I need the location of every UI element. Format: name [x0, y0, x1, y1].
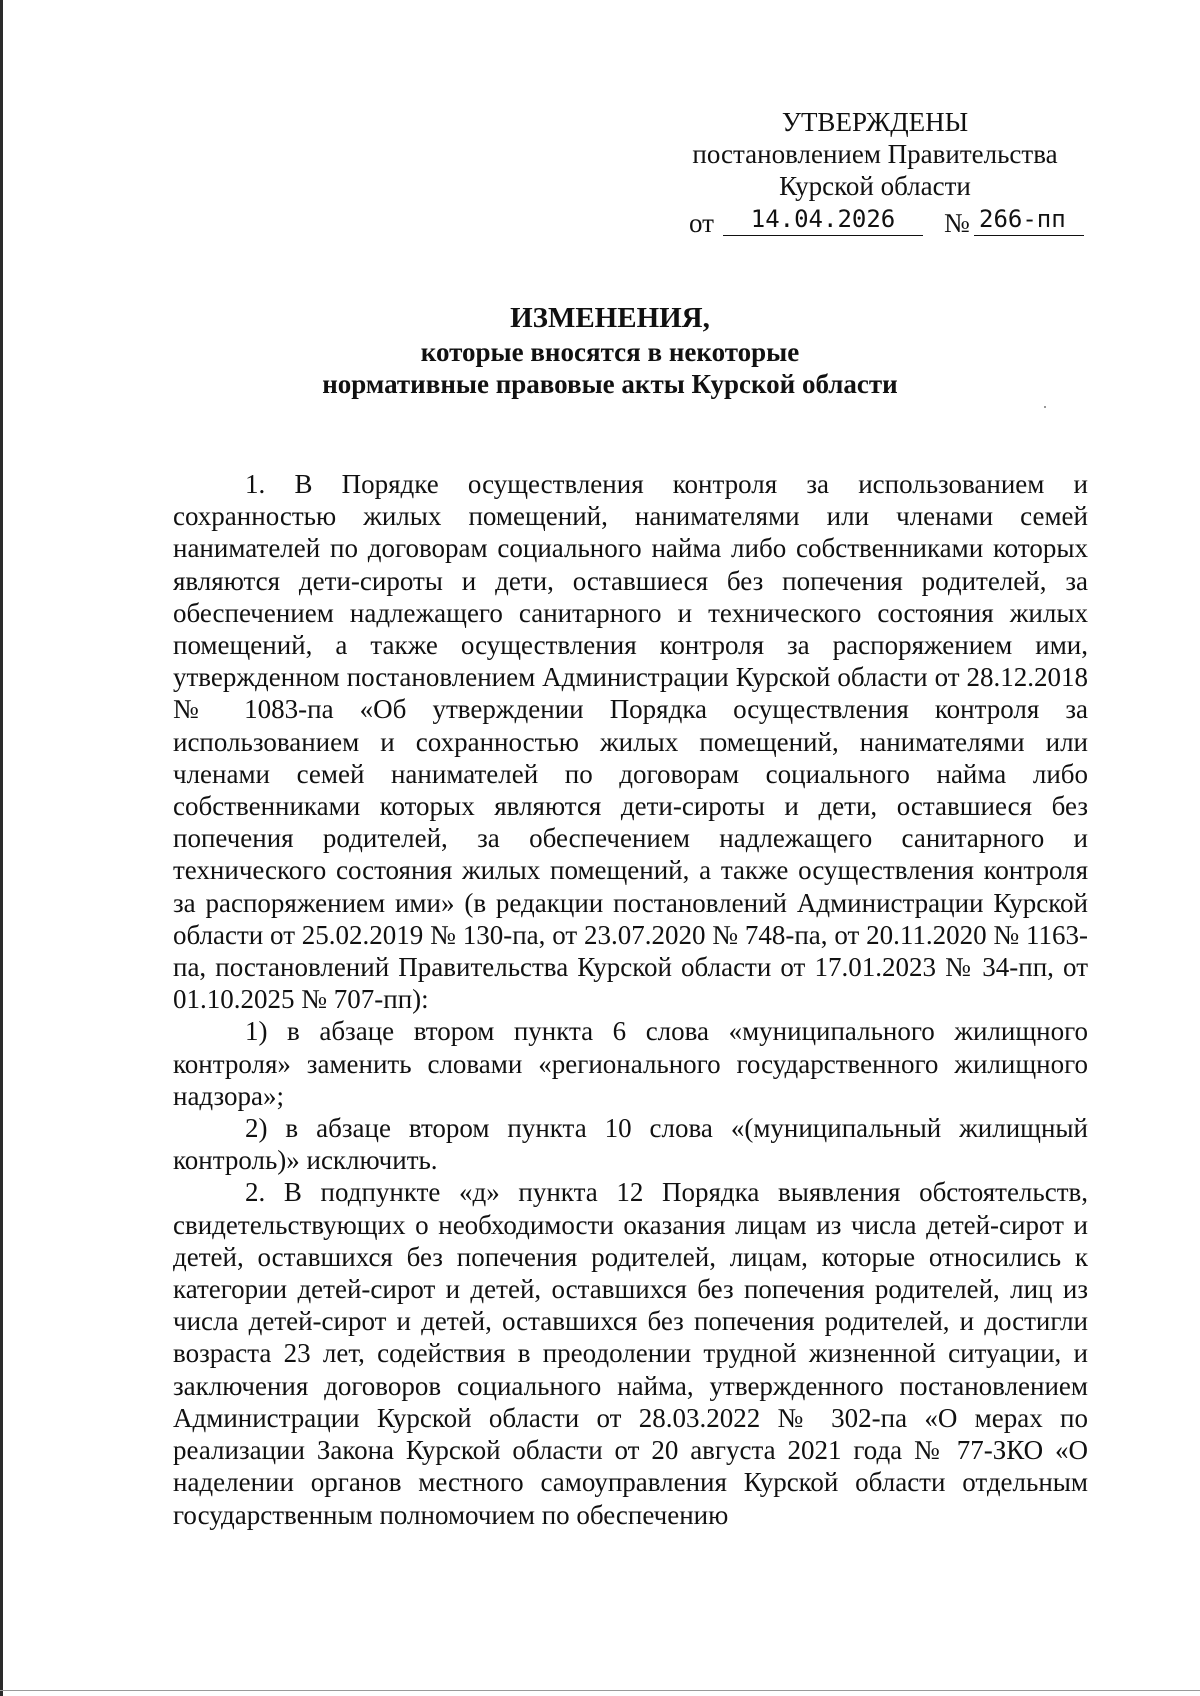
- from-label: от: [689, 208, 714, 238]
- paragraph-1-item-1: 1) в абзаце втором пункта 6 слова «муниципального жилищного контроля» заменить словами «регионального государственного жилищного надзора»;: [173, 1016, 1088, 1111]
- approval-number: 266-пп: [974, 205, 1084, 236]
- approval-date-line: [689, 205, 1089, 241]
- paragraph-1: 1. В Порядке осуществления контроля за использованием и сохранностью жилых помещений, нанимателями или членами семей нанимателей по договорам социального найма либо собственниками которых являются дети-сироты и дети, оставшиеся без попечения родителей, за обеспечением надлежащего санитарного и технического состояния жилых помещений, а также осуществления контроля за распоряжением ими, утвержденном постановлением Администрации Курской области от 28.12.2018 № 1083-па «Об утверждении Порядка осуществления контроля за использованием и сохранностью жилых помещений, нанимателями или членами семей нанимателей по договорам социального найма либо собственниками которых являются дети-сироты и дети, оставшиеся без попечения родителей, за обеспечением надлежащего санитарного и технического состояния жилых помещений, а также осуществления контроля за распоряжением ими» (в редакции постановлений Администрации Курской области от 25.02.2019 № 130-па, от 23.07.2020 № 748-па, от 20.11.2020 № 1163-па, постановлений Правительства Курской области от 17.01.2023 № 34-пп, от 01.10.2025 № 707-пп):: [173, 469, 1088, 1015]
- document-body: [173, 468, 1088, 1531]
- approval-stamp: [660, 106, 1090, 202]
- scan-speck: [1044, 406, 1046, 408]
- number-label: №: [944, 208, 970, 238]
- scan-edge-left: [0, 0, 3, 1696]
- title-subtitle-2: нормативные правовые акты Курской области: [322, 369, 898, 399]
- title-subtitle-1: которые вносятся в некоторые: [420, 337, 800, 367]
- paragraph-2: 2. В подпункте «д» пункта 12 Порядка выявления обстоятельств, свидетельствующих о необходимости оказания лицам из числа детей-сирот и детей, оставшихся без попечения родителей, лицам, которые относились к категории детей-сирот и детей, оставшихся без попечения родителей, лиц из числа детей-сирот и детей, оставшихся без попечения родителей, и достигли возраста 23 лет, содействия в преодолении трудной жизненной ситуации, и заключения договоров социального найма, утвержденного постановлением Администрации Курской области от 28.03.2022 № 302-па «О мерах по реализации Закона Курской области от 20 августа 2021 года № 77-ЗКО «О наделении органов местного самоуправления Курской области отдельным государственным полномочием по обеспечению: [173, 1177, 1088, 1530]
- document-title: [200, 302, 1020, 400]
- approval-heading: УТВЕРЖДЕНЫ: [781, 107, 969, 137]
- approval-date: 14.04.2026: [723, 205, 923, 236]
- paragraph-1-item-2: 2) в абзаце втором пункта 10 слова «(муниципальный жилищный контроль)» исключить.: [173, 1113, 1088, 1176]
- approval-line-1: постановлением Правительства: [692, 139, 1058, 169]
- approval-line-2: Курской области: [779, 171, 971, 201]
- title-main: ИЗМЕНЕНИЯ,: [510, 302, 710, 334]
- scan-edge-bottom: [0, 1690, 1200, 1691]
